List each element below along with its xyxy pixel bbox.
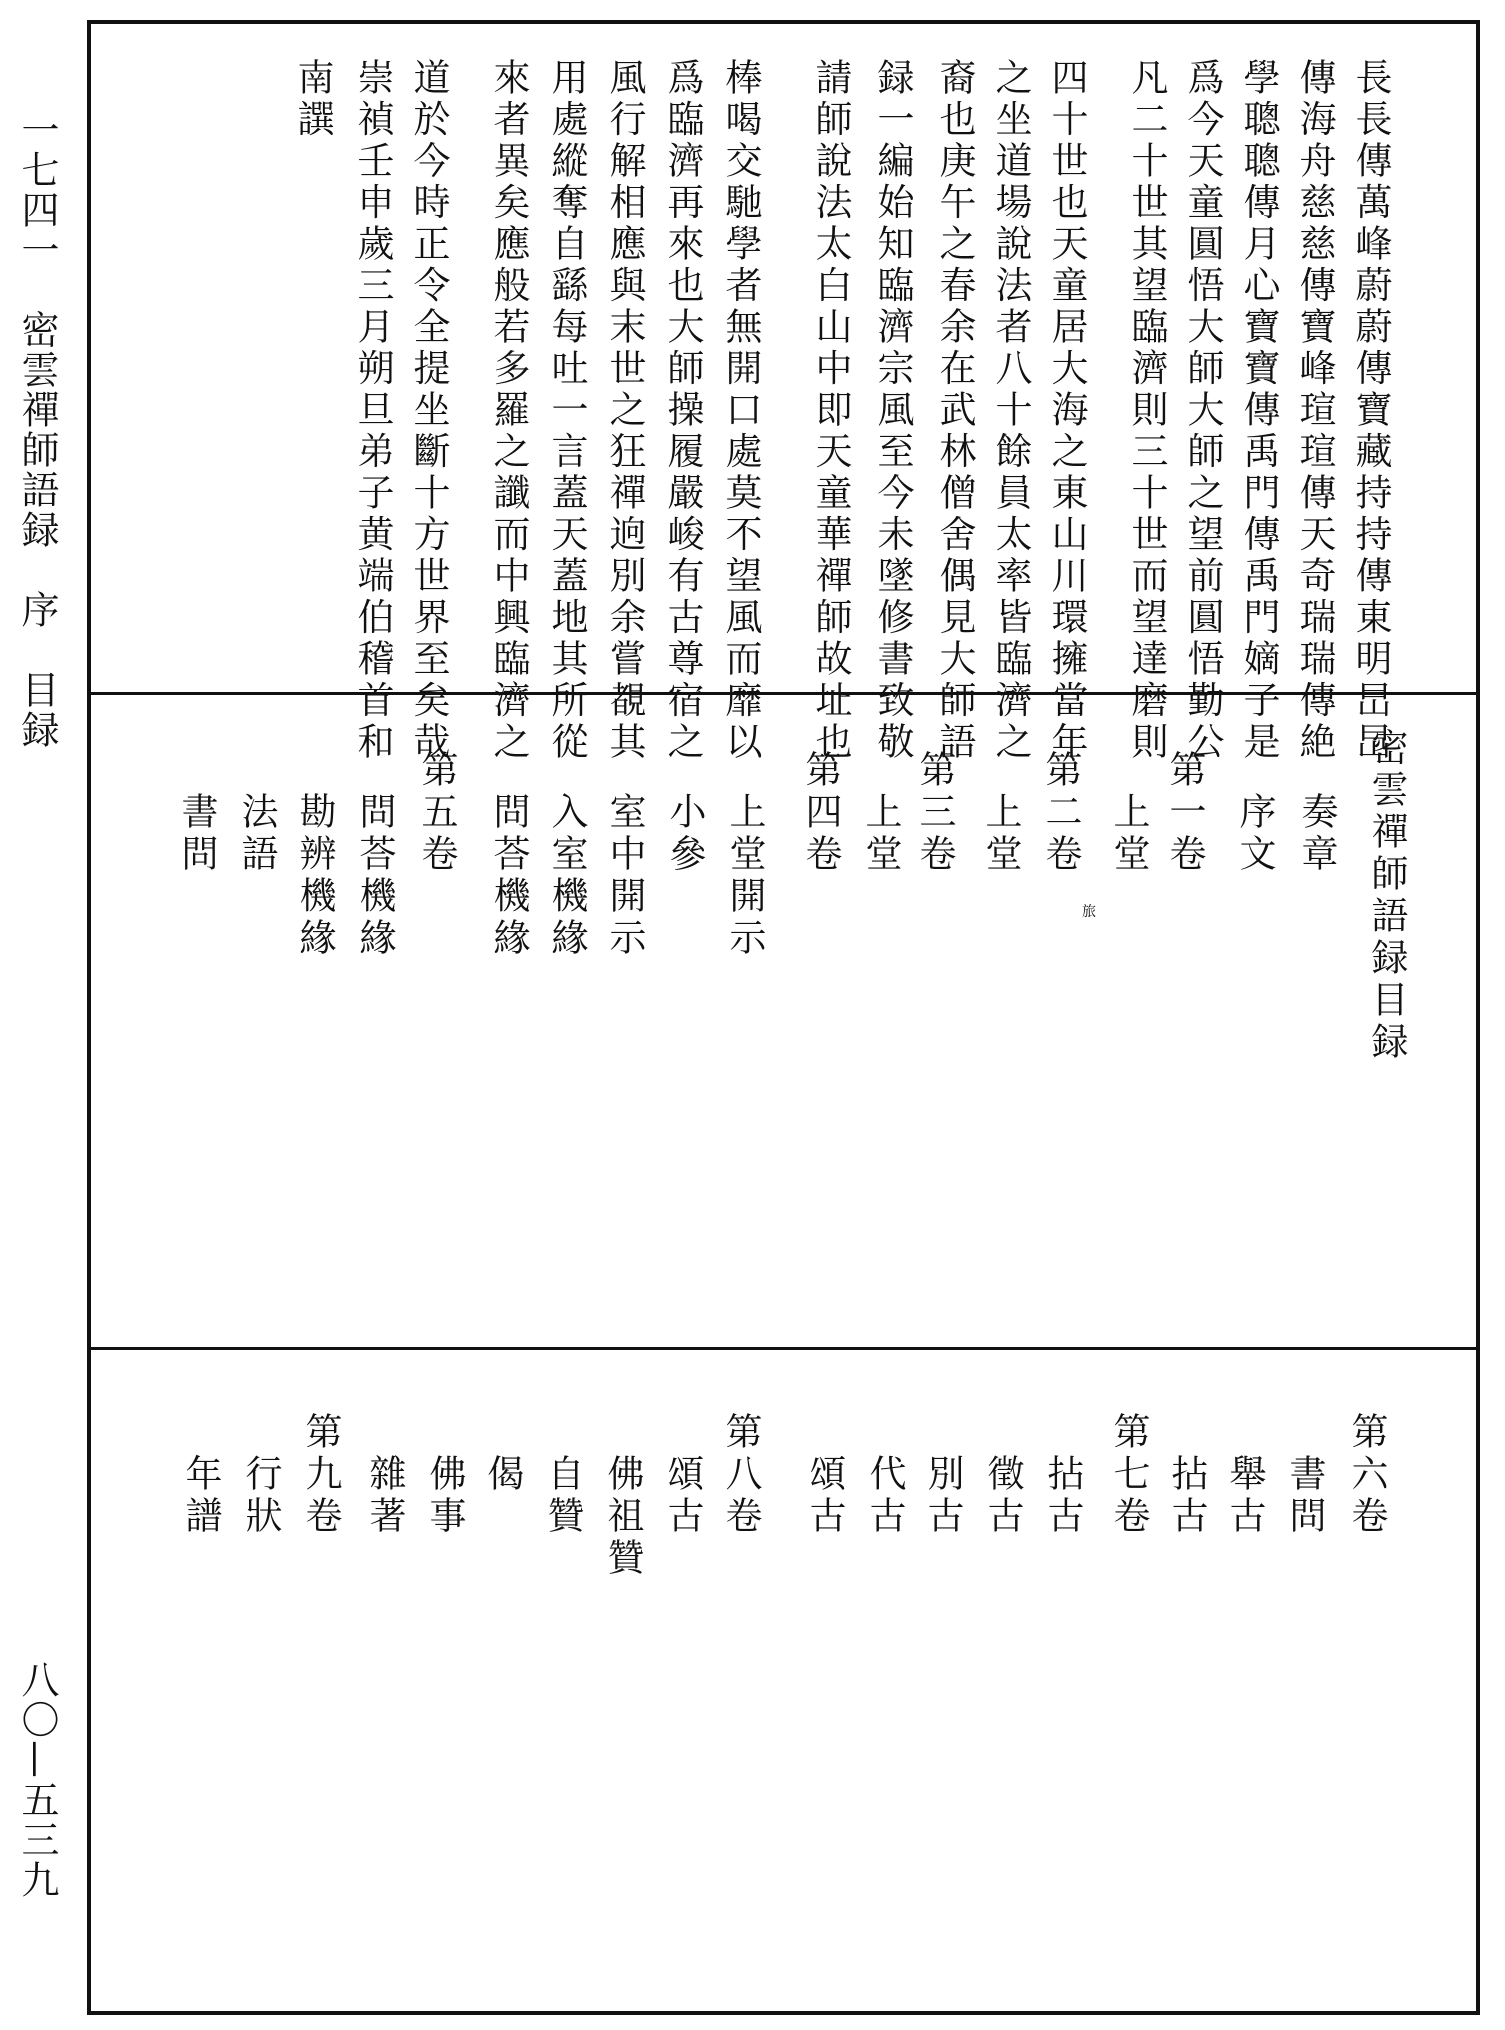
toc-item: 徵古 [981,1412,1024,1538]
preface-column: 道於今時正令全提坐斷十方世界至矣哉 [407,58,450,764]
toc-item: 上堂 [979,750,1022,876]
preface-column: 之坐道場說法者八十餘員太率皆臨濟之 [989,58,1032,764]
toc-item: 偈 [481,1412,524,1496]
toc-item: 上堂 [859,750,902,876]
toc-item: 室中開示 [603,750,646,960]
toc-item: 年譜 [179,1412,222,1538]
toc-item: 雜著 [363,1412,406,1538]
toc-item: 奏章 [1295,750,1338,876]
preface-column: 來者異矣應般若多羅之讖而中興臨濟之 [487,58,530,764]
toc-item: 拈古 [1041,1412,1084,1538]
preface-column: 録一編始知臨濟宗風至今未墜修書致敬 [871,58,914,764]
preface-column: 風行解相應與末世之狂禪逈別余嘗覩其 [603,58,646,764]
margin-page-number: 八〇—五三九 [15,1660,59,1900]
toc-item: 拈古 [1165,1412,1208,1538]
preface-column: 棒喝交馳學者無開口處莫不望風而靡以 [719,58,762,764]
preface-column: 爲今天童圓悟大師大師之望前圓悟勤公 [1181,58,1224,764]
toc-item: 小參 [663,750,706,876]
toc-item: 序文 [1233,750,1276,876]
toc-item: 舉古 [1223,1412,1266,1538]
preface-column: 用處縱奪自繇每吐一言蓋天蓋地其所從 [545,58,588,764]
toc-item: 佛祖贊 [601,1412,644,1580]
toc-item: 入室機緣 [545,750,588,960]
toc-item: 頌古 [803,1412,846,1538]
preface-column: 請師說法太白山中即天童華禪師故址也 [809,58,852,764]
marginal-mark: 旅 [1082,904,1096,920]
preface-column: 傳海舟慈慈傳寶峰瑄瑄傳天奇瑞瑞傳絶 [1293,58,1336,764]
toc-title: 密雲禪師語録目録 [1365,728,1408,1064]
toc-item: 上堂 [1107,750,1150,876]
toc-item: 別古 [921,1412,964,1538]
preface-column: 凡二十世其望臨濟則三十世而望達磨則 [1125,58,1168,764]
toc-volume: 第九卷 [299,1412,342,1538]
toc-volume: 第八卷 [719,1412,762,1538]
margin-title: 一七四一 密雲禪師語録 序 目録 [15,110,59,750]
toc-volume: 第七卷 [1107,1412,1150,1538]
toc-item: 自贊 [541,1412,584,1538]
toc-volume: 第四卷 [799,750,842,876]
preface-column: 崇禎壬申歲三月朔旦弟子黄端伯稽首和 [351,58,394,764]
preface-column: 學聰聰傳月心寶寶傳禹門傳禹門嫡子是 [1237,58,1280,764]
toc-item: 上堂開示 [723,750,766,960]
toc-volume: 第五卷 [415,750,458,876]
toc-item: 行狀 [239,1412,282,1538]
preface-column: 四十世也天童居大海之東山川環擁當年 [1045,58,1088,764]
toc-item: 勘辨機緣 [293,750,336,960]
toc-volume: 第二卷 [1039,750,1082,876]
preface-column: 南譔 [291,58,334,141]
toc-item: 書問 [1283,1412,1326,1538]
toc-volume: 第三卷 [913,750,956,876]
toc-volume: 第六卷 [1345,1412,1388,1538]
toc-item: 書問 [175,750,218,876]
toc-volume: 第一卷 [1163,750,1206,876]
toc-item: 佛事 [423,1412,466,1538]
toc-item: 問荅機緣 [487,750,530,960]
preface-column: 長長傳萬峰蔚蔚傳寶藏持持傳東明旵旵 [1349,58,1392,764]
preface-column: 爲臨濟再來也大師操履嚴峻有古尊宿之 [661,58,704,764]
toc-item: 法語 [235,750,278,876]
toc-item: 代古 [863,1412,906,1538]
preface-column: 裔也庚午之春余在武林僧舍偶見大師語 [933,58,976,764]
panel-divider-2 [87,1347,1480,1350]
toc-item: 問荅機緣 [353,750,396,960]
toc-item: 頌古 [661,1412,704,1538]
